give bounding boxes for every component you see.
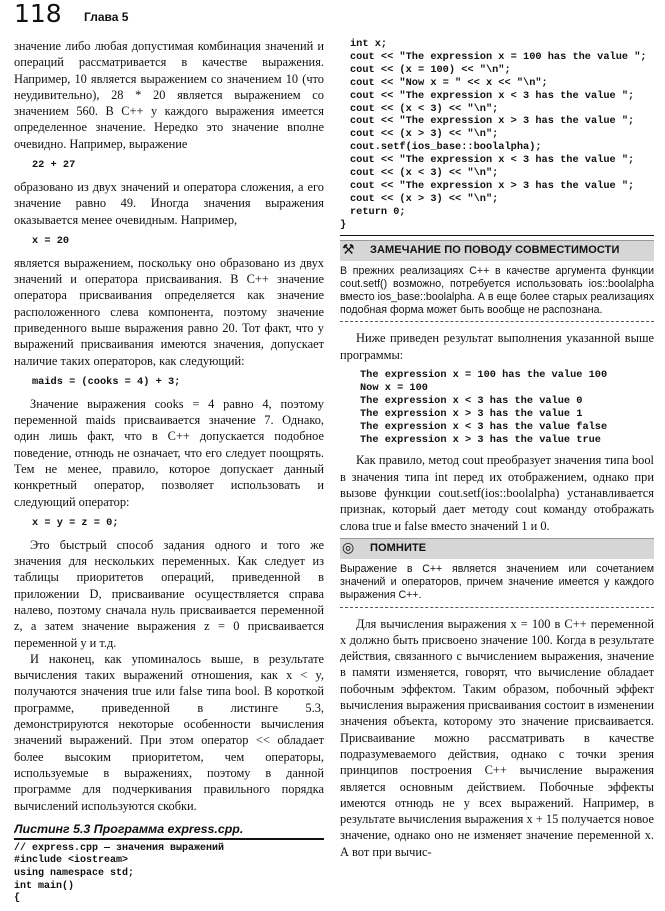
page-header bbox=[14, 2, 654, 32]
output-line: The expression x = 100 has the value 100 bbox=[360, 369, 608, 381]
program-output bbox=[340, 369, 654, 446]
code-line: cout.setf(ios_base::boolalpha); bbox=[350, 141, 542, 154]
output-line: The expression x > 3 has the value 1 bbox=[360, 407, 583, 420]
code-line: #include <iostream> bbox=[14, 855, 129, 867]
chapter-title: Глава 5 bbox=[84, 10, 129, 24]
compatibility-note-header bbox=[340, 240, 654, 261]
code-line: cout << "Now x = " << x << "\n"; bbox=[350, 76, 548, 89]
code-line: using namespace std; bbox=[14, 867, 135, 879]
note-divider bbox=[340, 321, 654, 322]
code-line: } bbox=[340, 218, 347, 231]
code-line: int main() bbox=[14, 880, 75, 892]
code-line: cout << "The expression x > 3 has the value "; bbox=[350, 179, 635, 192]
remember-icon: ◎ bbox=[342, 539, 355, 556]
paragraph: Как правило, метод cout преобразует значения типа bool в значения типа int перед их отображением, однако при вызове функции cout.setf(ios::boolalpha) устанавливается признак, который дает методу cout команду отображать слова true и false вместо значений 1 и 0. bbox=[340, 453, 654, 533]
paragraph: Это быстрый способ задания одного и того же значения для нескольких переменных. Как следует из таблицы приоритетов операций, приведенной в приложении D, присваивание осуществляется справа налево, поэтому сначала нуль присваивается переменной z, а затем значение выражения z = 0 присваивается переменной y и т.д. bbox=[14, 537, 324, 650]
paragraph: И наконец, как упоминалось выше, в результате вычисления таких выражений отношения, как x < y, получаются значения true или false типа bool. В короткой программе, приведенной в листинге 5.3, демонстрируются некоторые особенности вычисления значений выражений. При этом оператор << обладает более высоким приоритетом, чем операторы, используемые в выражениях, поэтому в данной программе для подчеркивания правильного порядка вычислений используются скобки. bbox=[14, 651, 324, 813]
left-column bbox=[14, 38, 324, 906]
code-line: cout << (x > 3) << "\n"; bbox=[350, 192, 499, 205]
remember-note-header bbox=[340, 538, 654, 559]
note-body: Выражение в С++ является значением или сочетанием значений и операторов, причем значение имеется у каждого выражения С++. bbox=[340, 562, 654, 602]
note-body: В прежних реализациях С++ в качестве аргумента функции cout.setf() возможно, потребуется использовать ios::boolalpha вместо ios_base::boolalpha. А в еще более старых реализациях подобная форма может быть вообще не распознана. bbox=[340, 264, 654, 317]
code-line: return 0; bbox=[350, 205, 406, 218]
page-number: 118 bbox=[14, 0, 62, 28]
listing-code bbox=[14, 838, 324, 906]
right-column bbox=[340, 38, 654, 906]
code-line: cout << (x > 3) << "\n"; bbox=[350, 128, 499, 141]
code-line: cout << (x < 3) << "\n"; bbox=[350, 102, 499, 115]
code-line: cout << "The expression x < 3 has the value "; bbox=[350, 89, 635, 102]
listing-title: Листинг 5.3 Программа express.cpp. bbox=[14, 821, 244, 836]
code-line: { bbox=[14, 893, 21, 905]
listing-code-continued bbox=[340, 38, 654, 219]
note-divider bbox=[340, 607, 654, 608]
note-title: ПОМНИТЕ bbox=[370, 541, 427, 554]
paragraph: значение либо любая допустимая комбинация значений и операций рассматривается в качестве выражения. Например, 10 является выражением со значением 10 (что неудивительно), 28 * 20 является выражением со значением 560. В С++ у каждого выражения имеется определенное значение. Нередко это значение вполне очевидно. Например, выражение bbox=[14, 39, 324, 151]
paragraph: образовано из двух значений и оператора сложения, а его значение равно 49. Иногда значения выражения оказывается менее очевидным. Например, bbox=[14, 179, 324, 227]
paragraph: Ниже приведен результат выполнения указанной выше программы: bbox=[340, 331, 654, 362]
code-snippet: maids = (cooks = 4) + 3; bbox=[32, 375, 181, 388]
paragraph: является выражением, поскольку оно образовано из двух значений и оператора присваивания. В С++ значение оператора присваивания определяется как значение расположенного слева компонента, поэтому значение приведенного выше выражения равно 20. Тот факт, что у выражений присваивания имеются значения, допускает наличие таких операторов, как следующий: bbox=[14, 255, 324, 368]
code-snippet: x = y = z = 0; bbox=[32, 516, 119, 529]
code-line: cout << (x = 100) << "\n"; bbox=[350, 63, 511, 76]
code-line: cout << "The expression x < 3 has the value "; bbox=[350, 154, 635, 167]
code-line: // express.cpp — значения выражений bbox=[14, 842, 225, 854]
code-line: cout << "The expression x > 3 has the value "; bbox=[350, 115, 635, 128]
code-snippet: x = 20 bbox=[32, 234, 70, 247]
paragraph: Значение выражения cooks = 4 равно 4, поэтому переменной maids присваивается значение 7. Однако, один лишь факт, что в С++ допускается подобное поведение, отнюдь не означает, что его следует поощрять. Тем не менее, правило, которое допускает данный конкретный оператор, позволяет использовать и следующий оператор: bbox=[14, 396, 324, 509]
code-snippet: 22 + 27 bbox=[32, 159, 76, 172]
code-line: cout << (x < 3) << "\n"; bbox=[350, 167, 499, 180]
output-line: Now x = 100 bbox=[360, 381, 428, 394]
paragraph: Для вычисления выражения x = 100 в С++ переменной x должно быть присвоено значение 100. Когда в результате действия, связанного с вычислением выражения, значение в памяти изменяется, говорят, что вычисление обладает побочным эффектом. Таким образом, побочный эффект вычисления выражения присваивания состоит в изменении значения объекта, которому это значение присваивается. Присваивание можно рассматривать в качестве подразумеваемого действия, однако с точки зрения принципов построения С++ вычисление выражения является основным действием. Побочные эффекты имеются отнюдь не у всех выражений. Например, в результате вычисления выражения x + 15 получается новое значение, однако оно не изменяет значение переменной x. А вот при вычис- bbox=[340, 616, 654, 859]
output-line: The expression x < 3 has the value false bbox=[360, 420, 608, 433]
code-line: cout << "The expression x = 100 has the value "; bbox=[350, 50, 647, 63]
code-line: int x; bbox=[350, 38, 388, 50]
note-title: ЗАМЕЧАНИЕ ПО ПОВОДУ СОВМЕСТИМОСТИ bbox=[370, 243, 620, 256]
output-line: The expression x < 3 has the value 0 bbox=[360, 394, 583, 407]
listing-end-rule bbox=[340, 235, 654, 236]
wrench-icon: ⚒ bbox=[342, 241, 355, 258]
output-line: The expression x > 3 has the value true bbox=[360, 433, 601, 446]
